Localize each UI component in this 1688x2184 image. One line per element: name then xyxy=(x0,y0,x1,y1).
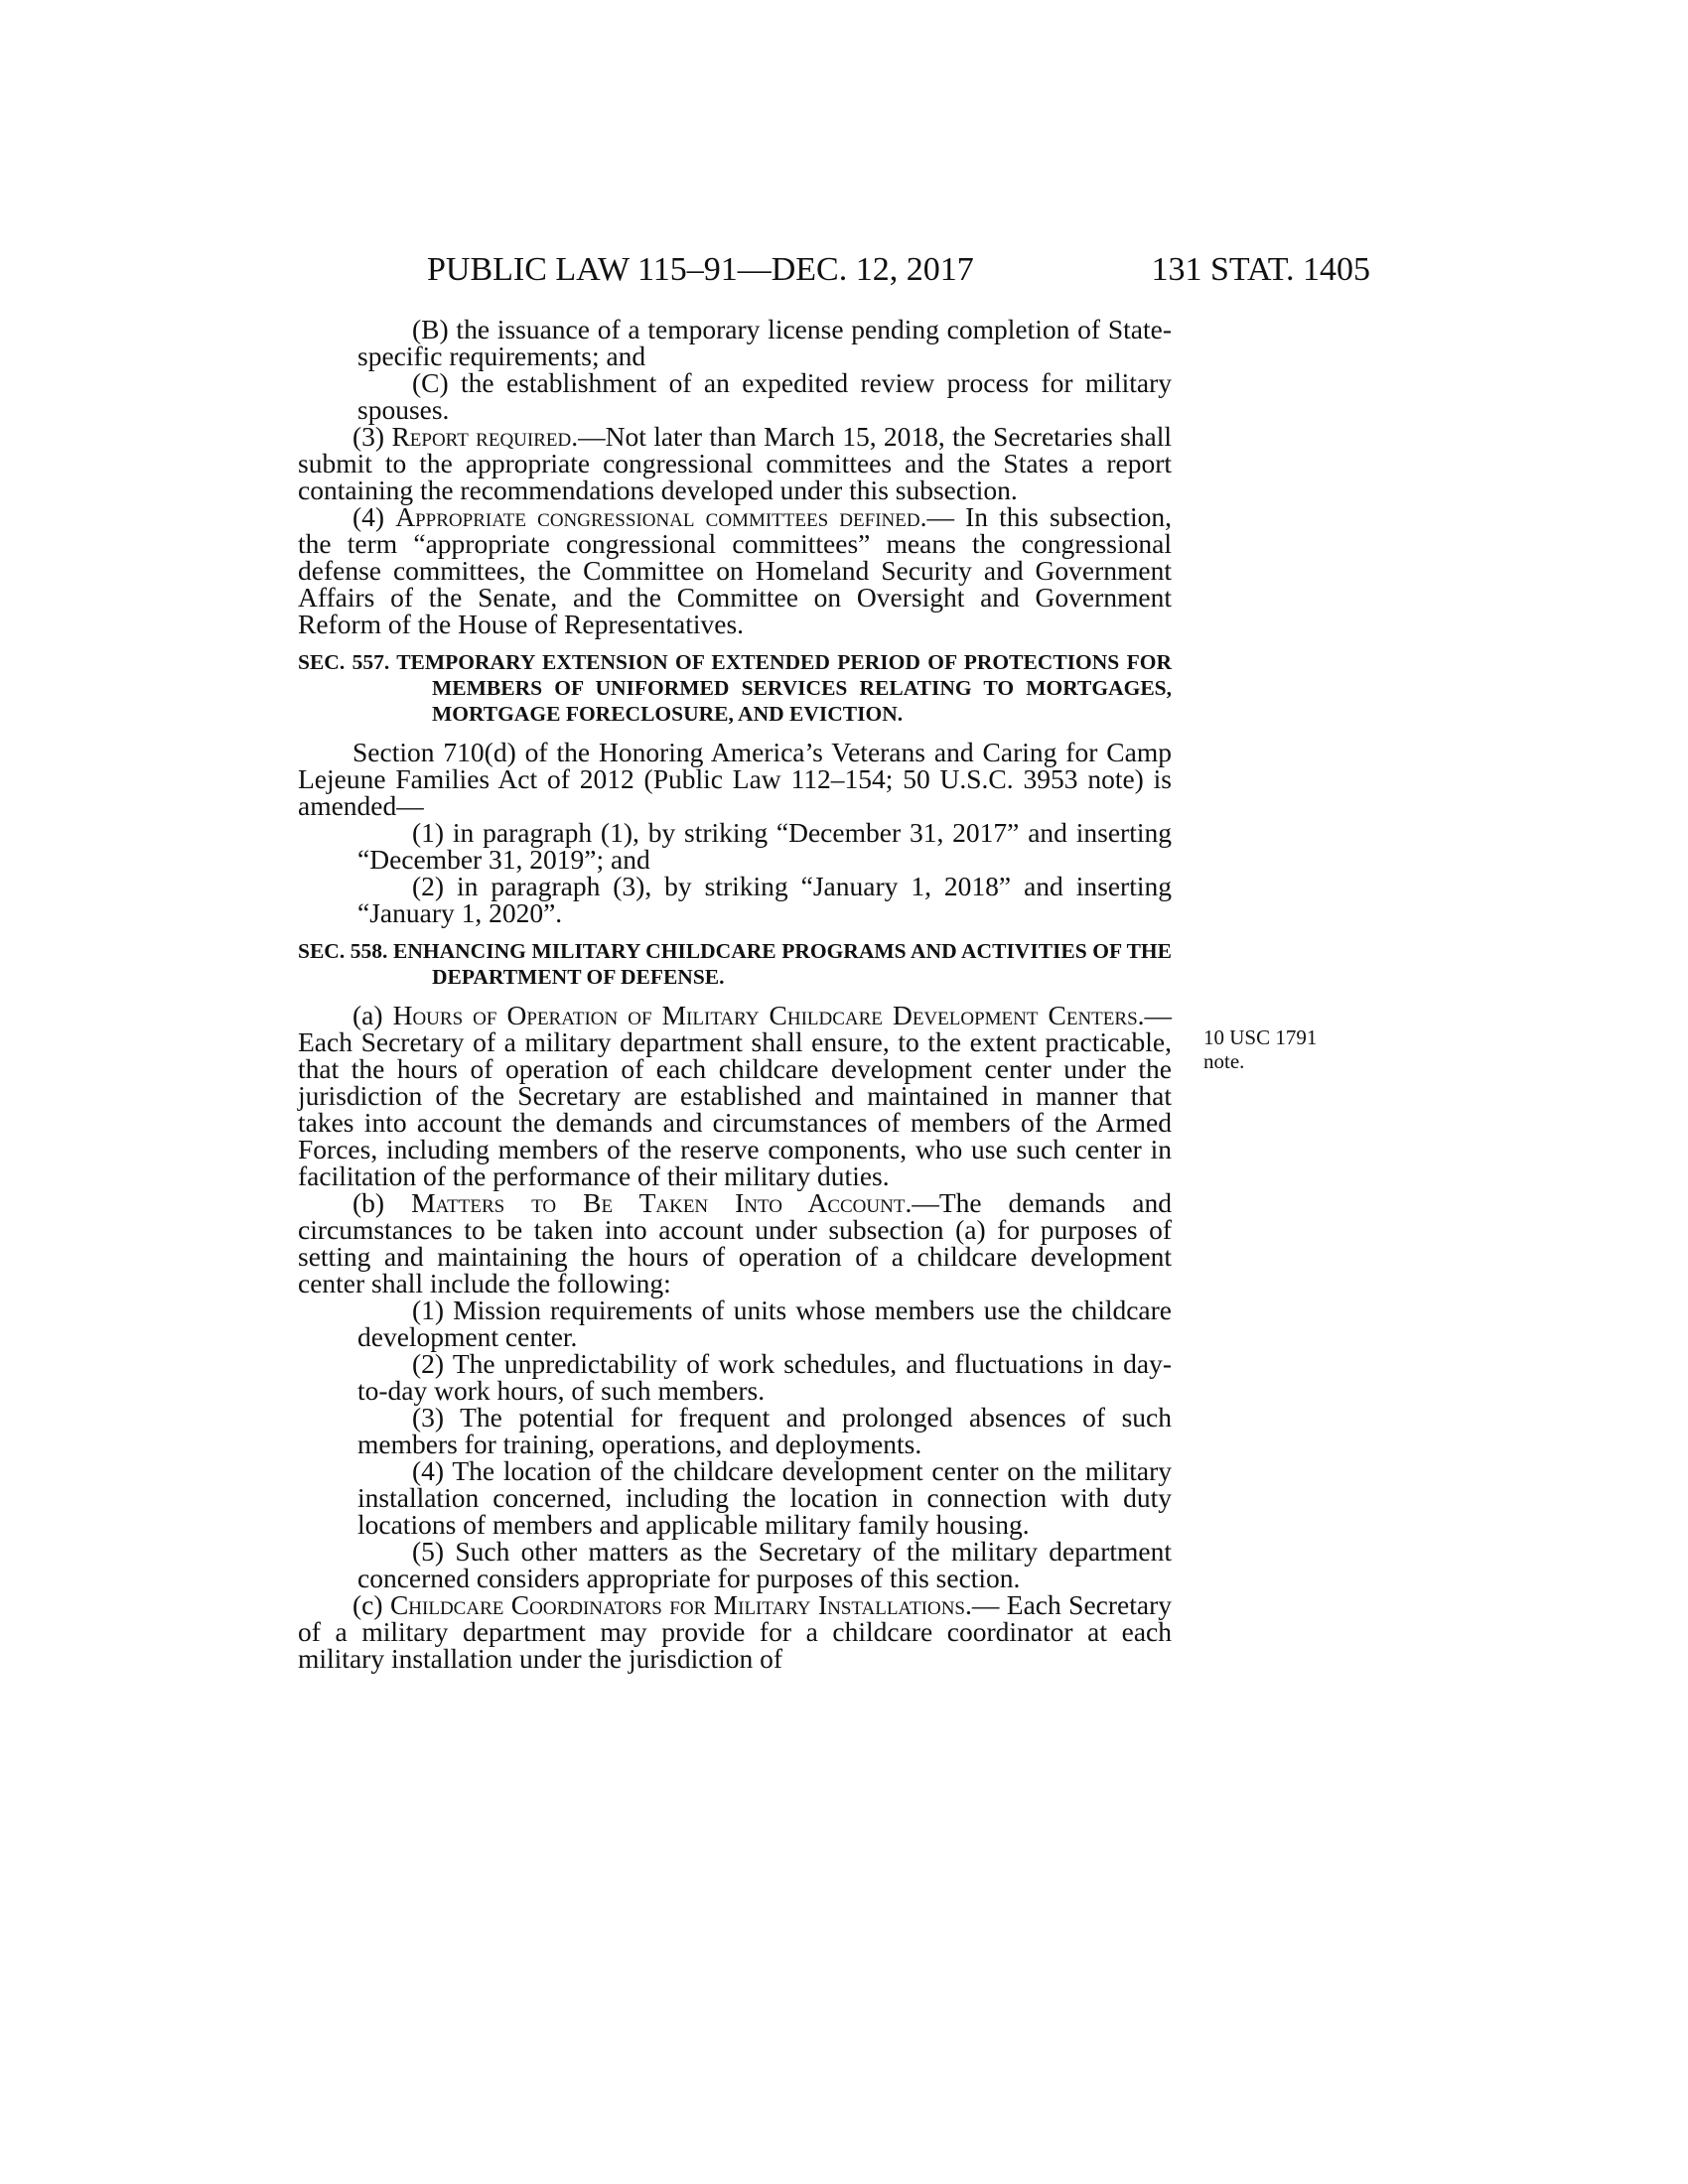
paragraph-c: (C) the establishment of an expedited review process for military spouses. xyxy=(357,367,1172,425)
subsection-b-heading: Matters to Be Taken Into Account xyxy=(411,1187,906,1218)
subsection-b-item-4: (4) The location of the childcare development center on the military installation concerned, including the location in connection with duty locations of members and applicable military family housing. xyxy=(357,1455,1172,1540)
subsection-b xyxy=(298,1189,1172,1297)
paragraph-3-number: (3) xyxy=(352,421,385,452)
subsection-c-heading: Childcare Coordinators for Military Installations xyxy=(389,1589,965,1620)
subsection-b-item-3: (3) The potential for frequent and prolonged absences of such members for training, operations, and deployments. xyxy=(357,1402,1172,1459)
section-557-item-1: (1) in paragraph (1), by striking “December 31, 2017” and inserting “December 31, 2019”; and xyxy=(357,817,1172,875)
subsection-a-heading: Hours of Operation of Military Childcare Development Centers xyxy=(392,1000,1138,1030)
section-557-heading: SEC. 557. TEMPORARY EXTENSION OF EXTENDED PERIOD OF PROTECTIONS FOR MEMBERS OF UNIFORMED SERVICES RELATING TO MORTGAGES, MORTGAGE FORECLOSURE, AND EVICTION. xyxy=(298,650,1172,726)
subsection-b-item-2: (2) The unpredictability of work schedules, and fluctuations in day-to-day work hours, of such members. xyxy=(357,1348,1172,1406)
subsection-b-number: (b) xyxy=(352,1187,385,1218)
section-558-heading: SEC. 558. ENHANCING MILITARY CHILDCARE PROGRAMS AND ACTIVITIES OF THE DEPARTMENT OF DEFENSE. xyxy=(298,939,1172,989)
subsection-b-item-1: (1) Mission requirements of units whose members use the childcare development center. xyxy=(357,1295,1172,1352)
subsection-a-text: .—Each Secretary of a military department shall ensure, to the extent practicable, that the hours of operation of each childcare development center under the jurisdiction of the Secretary are established and maintained in manner that takes into account the demands and circumstances of members of the Armed Forces, including members of the reserve components, who use such center in facilitation of the performance of their military duties. xyxy=(298,1000,1173,1191)
section-557-item-2: (2) in paragraph (3), by striking “January 1, 2018” and inserting “January 1, 2020”. xyxy=(357,871,1172,928)
subsection-b-text: .—The demands and circumstances to be taken into account under subsection (a) for purposes of setting and maintaining the hours of operation of a childcare development center shall include the following: xyxy=(298,1187,1172,1298)
subsection-c-text: .— Each Secretary of a military department may provide for a childcare coordinator at each military installation under the jurisdiction of xyxy=(298,1589,1172,1674)
public-law-header: PUBLIC LAW 115–91—DEC. 12, 2017 xyxy=(427,251,974,288)
margin-note-citation: 10 USC 1791 xyxy=(1203,1025,1318,1049)
paragraph-4 xyxy=(298,503,1172,637)
subsection-c-number: (c) xyxy=(352,1589,383,1620)
body-text xyxy=(298,316,1172,1672)
subsection-a-number: (a) xyxy=(352,1000,383,1030)
subsection-b-item-5: (5) Such other matters as the Secretary of the military department concerned considers appropriate for purposes of this section. xyxy=(357,1536,1172,1593)
paragraph-4-number: (4) xyxy=(352,501,385,532)
statute-page-number: 131 STAT. 1405 xyxy=(1151,251,1370,288)
paragraph-4-text: .— In this subsection, the term “appropriate congressional committees” means the congressional defense committees, the Committee on Homeland Security and Government Affairs of the Senate, and the Committee on Oversight and Government Reform of the House of Representatives. xyxy=(298,501,1172,639)
paragraph-4-heading: Appropriate congressional committees defined xyxy=(395,501,920,532)
subsection-c xyxy=(298,1591,1172,1672)
paragraph-b: (B) the issuance of a temporary license pending completion of State-specific requirements; and xyxy=(357,314,1172,371)
subsection-a xyxy=(298,1002,1172,1189)
margin-note xyxy=(1203,1025,1317,1073)
paragraph-3 xyxy=(298,423,1172,503)
section-557-intro: Section 710(d) of the Honoring America’s Veterans and Caring for Camp Lejeune Families Act of 2012 (Public Law 112–154; 50 U.S.C. 3953 note) is amended— xyxy=(298,737,1172,821)
margin-note-suffix: note. xyxy=(1203,1049,1245,1073)
paragraph-3-heading: Report required xyxy=(391,421,572,452)
paragraph-3-text: .—Not later than March 15, 2018, the Secretaries shall submit to the appropriate congressional committees and the States a report containing the recommendations developed under this subsection. xyxy=(298,421,1173,505)
